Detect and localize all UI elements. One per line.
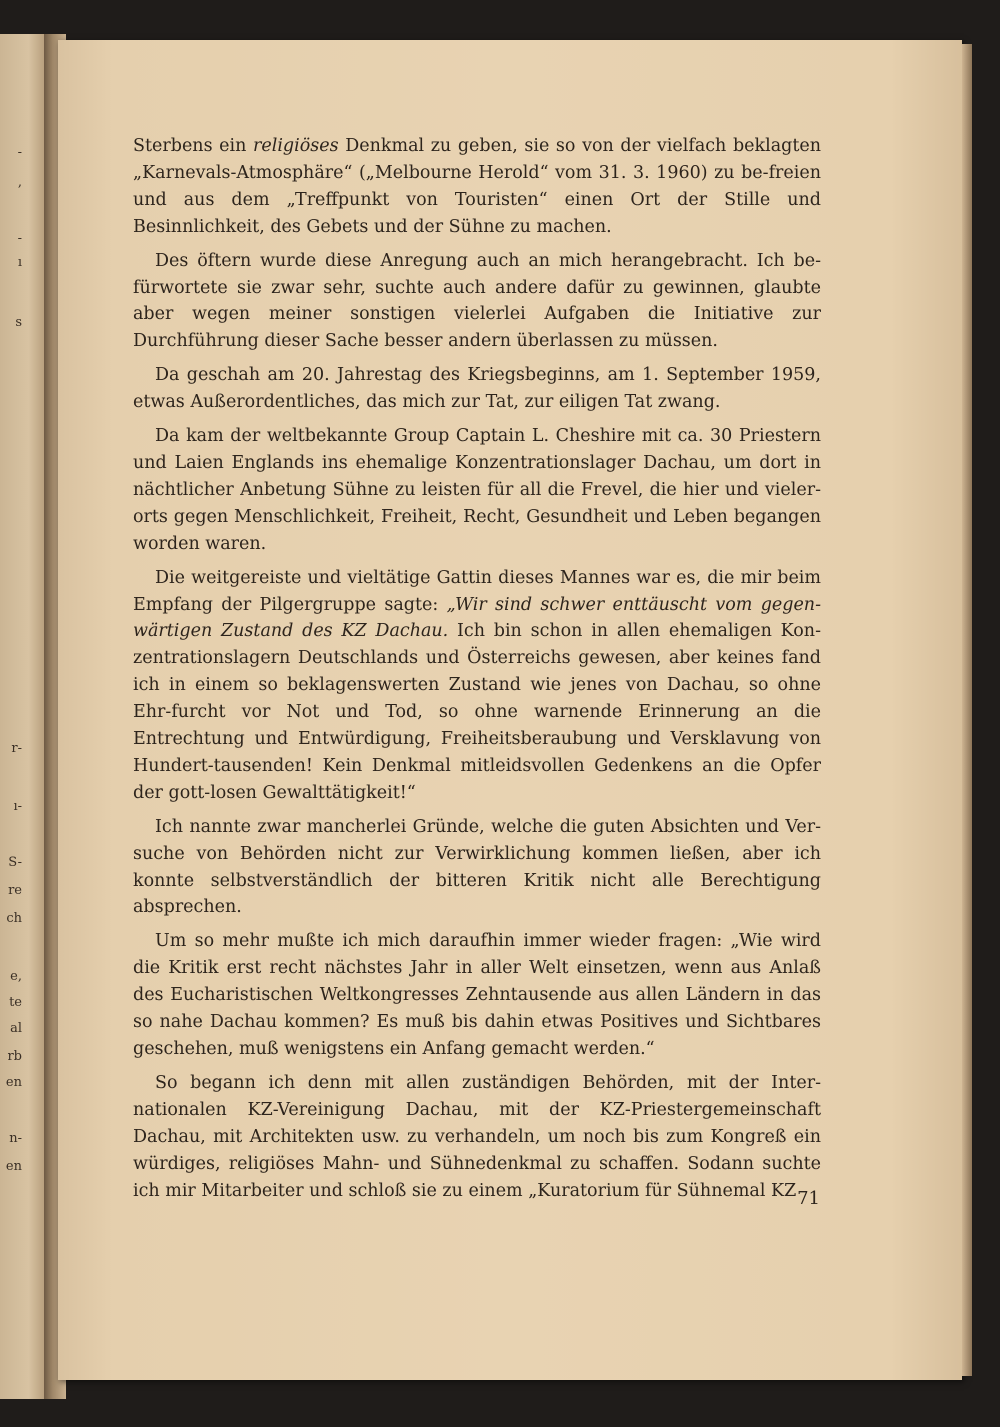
page-number: 71 xyxy=(797,1188,820,1209)
paragraph xyxy=(133,565,821,807)
text-segment: Denkmal zu geben, sie so von der vielfach beklagten „Karnevals-Atmosphäre“ („Melbourne Herold“ vom 31. 3. 1960) zu be-freien und aus dem „Treffpunkt von Touristen“ einen Ort der Stille und Besinnlichkeit, des Gebets und der Sühne zu machen. xyxy=(133,136,822,237)
left-page-fragment: S- xyxy=(8,855,22,870)
left-page-fragment: , xyxy=(17,175,22,190)
text-segment: Des öftern wurde diese Anregung auch an mich herangebracht. Ich be-fürwortete sie zwar sehr, suchte auch andere dafür zu gewinnen, glaubte aber wegen meiner sonstigen vielerlei Aufgaben die Initiative zur Durchführung dieser Sache besser andern überlassen zu müssen. xyxy=(133,250,821,352)
left-page-fragment: en xyxy=(5,1075,22,1090)
text-segment: Da geschah am 20. Jahrestag des Kriegsbeginns, am 1. September 1959, etwas Außerordentliches, das mich zur Tat, zur eiligen Tat zwang. xyxy=(133,365,821,413)
left-page-fragment: e, xyxy=(10,969,22,984)
text-segment: So begann ich denn mit allen zuständigen Behörden, mit der Inter-nationalen KZ-Vereinigung Dachau, mit der KZ-Priestergemeinschaft Dachau, mit Architekten usw. zu verhandeln, um noch bis zum Kongreß ein würdiges, religiöses Mahn- und Sühnedenkmal zu schaffen. Sodann suchte ich mir Mitarbeiter und schloß sie zu einem „Kuratorium für Sühnemal KZ xyxy=(133,1072,821,1201)
page-edge xyxy=(962,44,972,1376)
page-body-text xyxy=(133,133,821,1211)
left-page-fragment: en xyxy=(5,1159,22,1174)
paragraph xyxy=(133,362,821,416)
left-page-fragment: ch xyxy=(6,911,22,926)
text-segment: Ich nannte zwar mancherlei Gründe, welche die guten Absichten und Ver-suche von Behörden nicht zur Verwirklichung kommen ließen, aber ich konnte selbstverständlich der bitteren Kritik nicht alle Berechtigung absprechen. xyxy=(133,816,821,918)
text-segment: Ich bin schon in allen ehemaligen Kon-zentrationslagern Deutschlands und Österreichs gewesen, aber keines fand ich in einem so beklagenswerten Zustand wie jenes von Dachau, so ohne Ehr-furcht vor Not und Tod, so ohne warnende Erinnerung an die Entrechtung und Entwürdigung, Freiheitsberaubung und Versklavung von Hundert-tausenden! Kein Denkmal mitleidsvollen Gedenkens an die Opfer der gott-losen Gewalttätigkeit!“ xyxy=(133,621,821,803)
paragraph xyxy=(133,928,821,1063)
text-segment: Sterbens ein xyxy=(133,136,254,156)
left-page-fragment: r- xyxy=(11,741,22,756)
left-page-fragment: rb xyxy=(7,1049,22,1064)
paragraph xyxy=(133,1070,821,1205)
paragraph xyxy=(133,248,821,356)
italic-text-segment: religiöses xyxy=(253,136,339,156)
text-segment: Um so mehr mußte ich mich daraufhin immer wieder fragen: „Wie wird die Kritik erst recht nächstes Jahr in aller Welt einsetzen, wenn aus Anlaß des Eucharistischen Weltkongresses Zehntausende aus allen Ländern in das so nahe Dachau kommen? Es muß bis dahin etwas Positives und Sichtbares geschehen, muß wenigstens ein Anfang gemacht werden.“ xyxy=(133,931,821,1059)
italic-text-segment: „Wir sind schwer enttäuscht vom gegen-wärtigen Zustand des KZ Dachau. xyxy=(133,594,821,642)
left-page-fragment: ı xyxy=(17,255,22,270)
left-page-fragment: - xyxy=(17,231,22,246)
left-page-fragment: s xyxy=(15,315,22,330)
left-page-fragment: - xyxy=(17,145,22,160)
text-segment: Da kam der weltbekannte Group Captain L. Cheshire mit ca. 30 Priestern und Laien Englands ins ehemalige Konzentrationslager Dachau, um dort in nächtlicher Anbetung Sühne zu leisten für all die Frevel, die hier und vieler-orts gegen Menschlichkeit, Freiheit, Recht, Gesundheit und Leben begangen worden waren. xyxy=(133,426,821,554)
paragraph xyxy=(133,423,821,558)
paragraph xyxy=(133,814,821,922)
left-page-fragment: n- xyxy=(9,1131,22,1146)
text-segment: Die weitgereiste und vieltätige Gattin dieses Mannes war es, die mir beim Empfang der Pilgergruppe sagte: xyxy=(133,567,821,615)
left-page-fragment: ı- xyxy=(13,799,22,814)
paragraph xyxy=(133,133,821,241)
left-page-fragment: re xyxy=(8,883,22,898)
left-page-fragment: al xyxy=(10,1021,22,1036)
left-page-fragment: te xyxy=(9,995,22,1010)
